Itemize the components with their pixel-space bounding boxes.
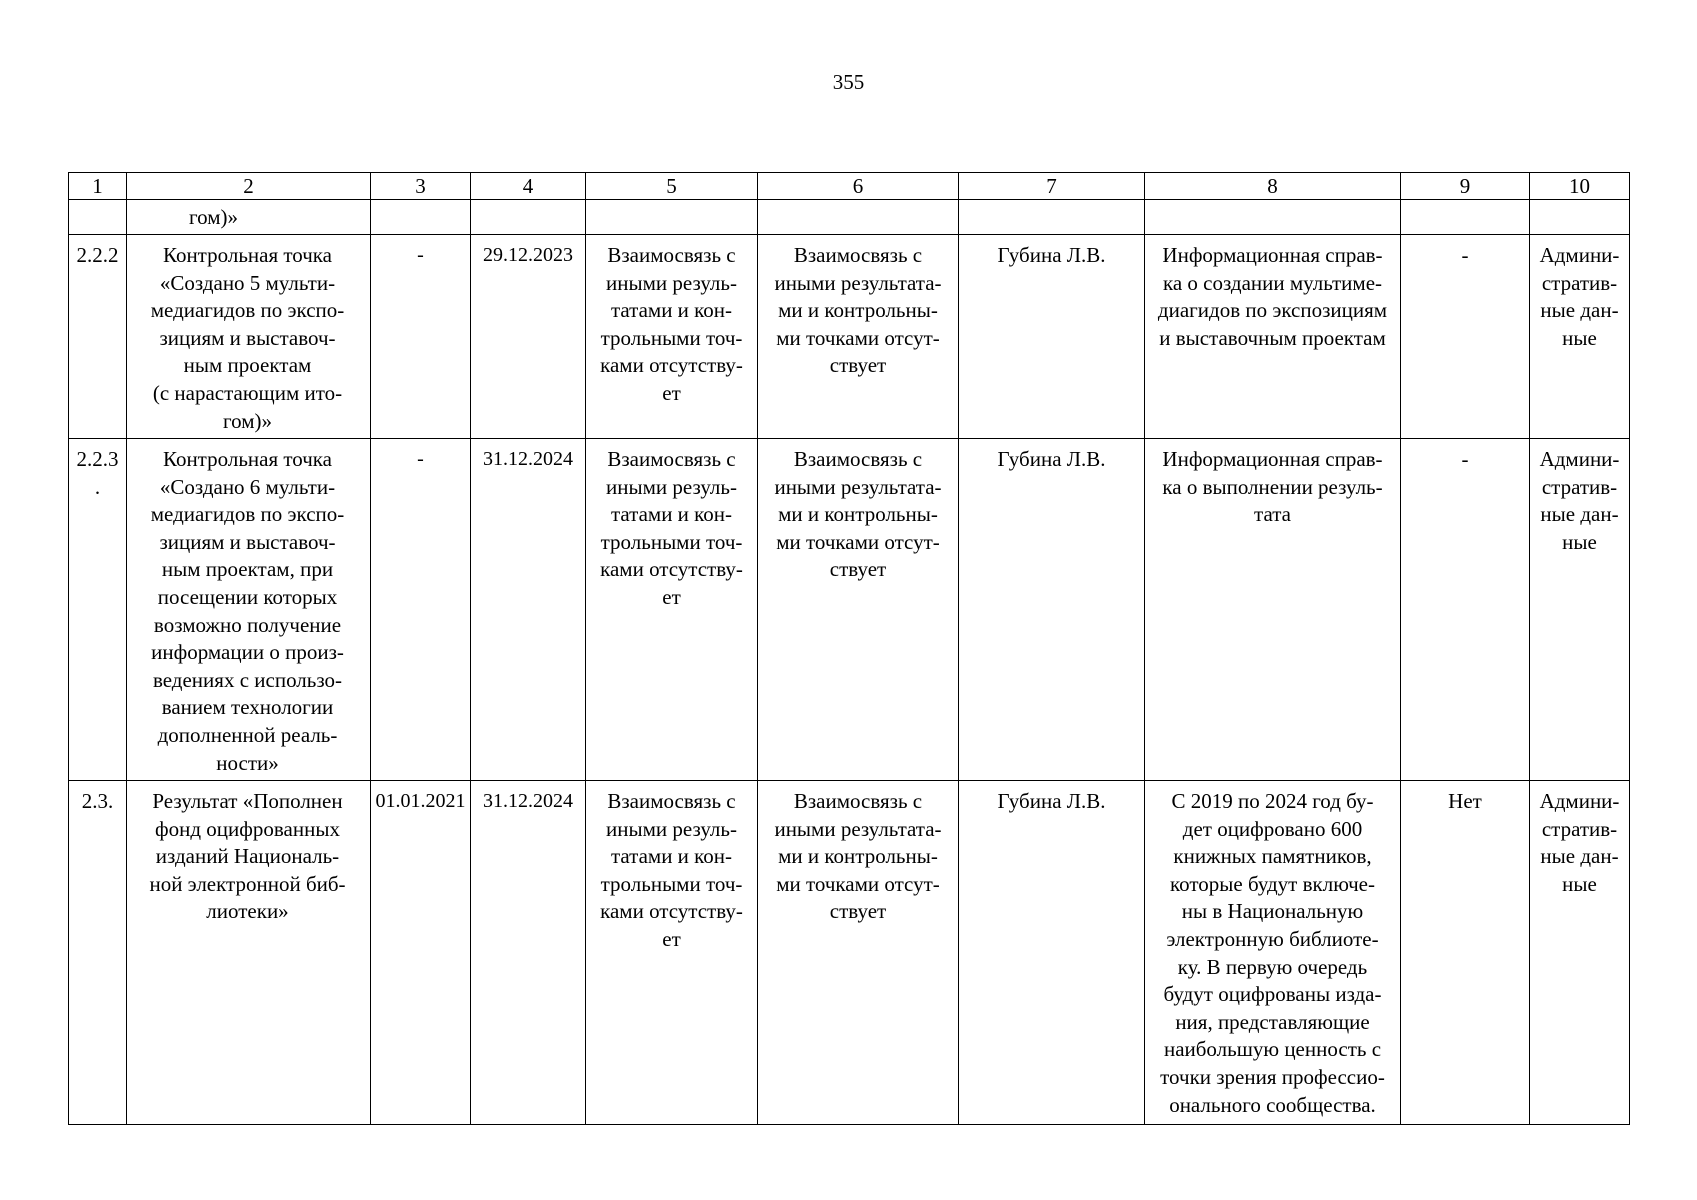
table-cell-col9 — [1401, 235, 1530, 439]
table-cell-responsible — [959, 781, 1145, 1125]
responsible-person: Губина Л.В. — [997, 447, 1106, 471]
header-cell-3: 3 — [371, 173, 471, 200]
table-cell-relation-6 — [758, 781, 959, 1125]
col9-text: Нет — [1448, 789, 1482, 813]
header-cell-2: 2 — [127, 173, 371, 200]
table-cell — [586, 200, 758, 235]
source-text: Админи- стратив- ные дан- ные — [1539, 447, 1620, 554]
end-date: 31.12.2024 — [483, 790, 573, 812]
table-cell-start-date — [371, 439, 471, 781]
table-row — [69, 439, 1630, 781]
table-cell-col9 — [1401, 781, 1530, 1125]
start-date: 01.01.2021 — [375, 790, 466, 812]
col9-text: - — [1461, 447, 1469, 471]
source-text: Админи- стратив- ные дан- ные — [1539, 243, 1620, 350]
table-cell-number — [69, 235, 127, 439]
row-number: 2.2.2 — [76, 243, 119, 267]
table-cell — [758, 200, 959, 235]
table-cell-source — [1530, 235, 1630, 439]
header-cell-8: 8 — [1145, 173, 1401, 200]
table-cell — [1530, 200, 1630, 235]
table-cell-number — [69, 781, 127, 1125]
table-cell-relation-6 — [758, 439, 959, 781]
header-cell-5: 5 — [586, 173, 758, 200]
header-cell-10: 10 — [1530, 173, 1630, 200]
start-date: - — [417, 244, 424, 266]
relation-text: Взаимосвязь с иными резуль- татами и кон- трольными точ- ками отсутству- ет — [600, 243, 743, 405]
table-row — [69, 781, 1630, 1125]
table-cell — [1401, 200, 1530, 235]
table-cell — [1145, 200, 1401, 235]
end-date: 29.12.2023 — [483, 244, 573, 266]
document-table — [68, 172, 1630, 1125]
table-cell-end-date — [471, 781, 586, 1125]
table-cell-continuation-text — [127, 200, 371, 235]
end-date: 31.12.2024 — [483, 448, 573, 470]
col9-text: - — [1461, 243, 1469, 267]
header-cell-6: 6 — [758, 173, 959, 200]
table-cell-name — [127, 781, 371, 1125]
table-header-row — [69, 173, 1630, 200]
responsible-person: Губина Л.В. — [997, 243, 1106, 267]
cell-text: гом)» — [189, 205, 238, 229]
row-name: Контрольная точка «Создано 6 мульти- медиагидов по экспо- зициям и выставоч- ным проектам, при посещении которых возможно получение информации о произ- ведениях с использо- ванием технологии дополненной реаль- ности» — [150, 447, 345, 775]
table-cell-description — [1145, 781, 1401, 1125]
header-cell-9: 9 — [1401, 173, 1530, 200]
table-cell-start-date — [371, 235, 471, 439]
table-cell-start-date — [371, 781, 471, 1125]
table-cell-end-date — [471, 439, 586, 781]
header-cell-7: 7 — [959, 173, 1145, 200]
table-cell — [371, 200, 471, 235]
row-number: 2.3. — [81, 789, 114, 813]
table-row-continuation — [69, 200, 1630, 235]
table-row — [69, 235, 1630, 439]
table-cell-col9 — [1401, 439, 1530, 781]
table-cell-relation-6 — [758, 235, 959, 439]
table-cell-responsible — [959, 439, 1145, 781]
page-number: 355 — [832, 70, 865, 94]
relation-text: Взаимосвязь с иными резуль- татами и кон- трольными точ- ками отсутству- ет — [600, 447, 743, 609]
description-text: Информационная справ- ка о создании мультиме- диагидов по экспозициям и выставочным проектам — [1157, 243, 1388, 350]
table-cell-description — [1145, 439, 1401, 781]
relation-text: Взаимосвязь с иными результата- ми и контрольны- ми точками отсут- ствует — [774, 447, 942, 582]
table-cell-responsible — [959, 235, 1145, 439]
table-cell-source — [1530, 439, 1630, 781]
relation-text: Взаимосвязь с иными результата- ми и контрольны- ми точками отсут- ствует — [774, 243, 942, 378]
responsible-person: Губина Л.В. — [997, 789, 1106, 813]
description-text: С 2019 по 2024 год бу- дет оцифровано 600 книжных памятников, которые будут включе- ны в Национальную электронную библиоте- ку. В первую очередь будут оцифрованы изда- ния, представляющие наибольшую ценность с точки зрения профессио- онального сообщества. — [1160, 789, 1385, 1117]
table-cell-end-date — [471, 235, 586, 439]
table-cell — [69, 200, 127, 235]
table-cell-relation-5 — [586, 781, 758, 1125]
table-cell-relation-5 — [586, 235, 758, 439]
table-cell-name — [127, 439, 371, 781]
header-cell-1: 1 — [69, 173, 127, 200]
row-number: 2.2.3 . — [76, 447, 119, 499]
source-text: Админи- стратив- ные дан- ные — [1539, 789, 1620, 896]
row-name: Контрольная точка «Создано 5 мульти- медиагидов по экспо- зициям и выставоч- ным проектам (с нарастающим ито- гом)» — [150, 243, 345, 433]
table-cell-name — [127, 235, 371, 439]
table-cell-relation-5 — [586, 439, 758, 781]
table-cell-description — [1145, 235, 1401, 439]
row-name: Результат «Пополнен фонд оцифрованных изданий Националь- ной электронной биб- лиотеки» — [149, 789, 346, 924]
description-text: Информационная справ- ка о выполнении резуль- тата — [1162, 447, 1383, 527]
header-cell-4: 4 — [471, 173, 586, 200]
table-cell-source — [1530, 781, 1630, 1125]
table-cell-number — [69, 439, 127, 781]
relation-text: Взаимосвязь с иными результата- ми и контрольны- ми точками отсут- ствует — [774, 789, 942, 924]
table-cell — [471, 200, 586, 235]
relation-text: Взаимосвязь с иными резуль- татами и кон- трольными точ- ками отсутству- ет — [600, 789, 743, 951]
start-date: - — [417, 448, 424, 470]
table-cell — [959, 200, 1145, 235]
